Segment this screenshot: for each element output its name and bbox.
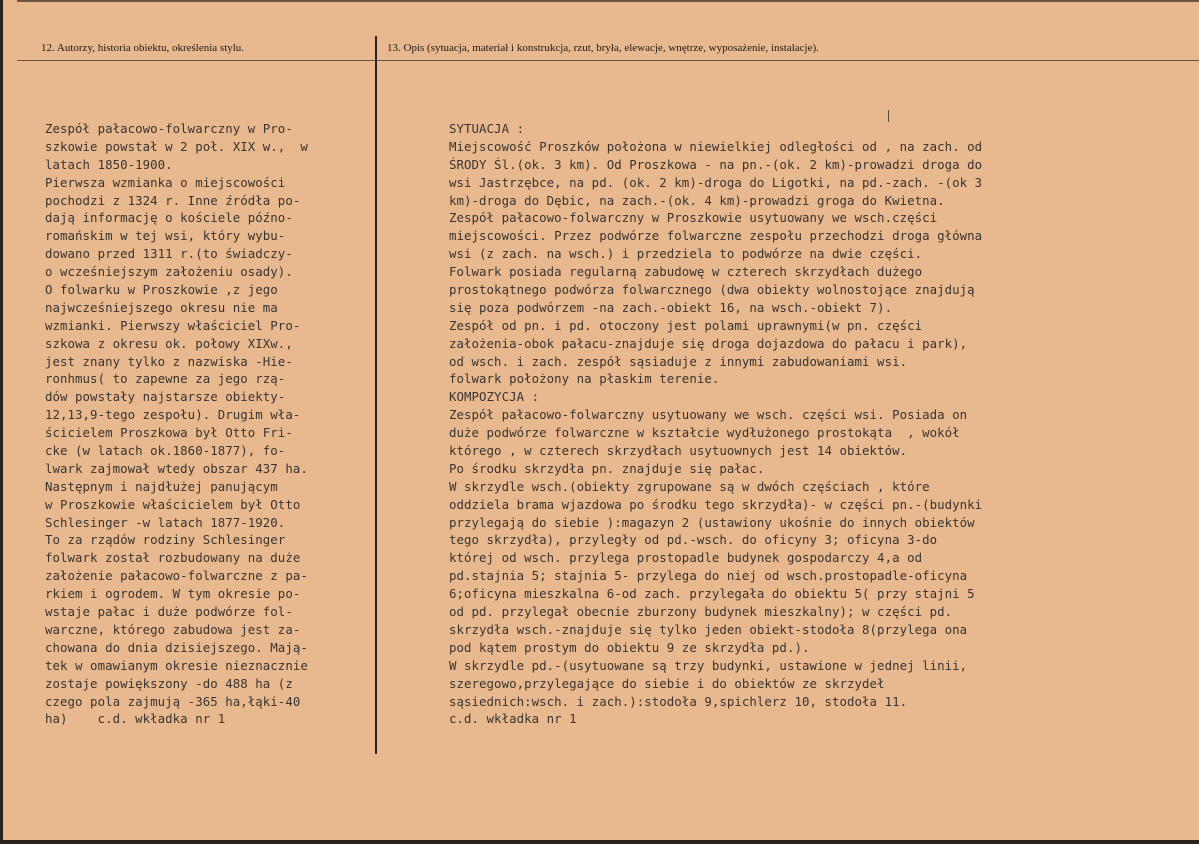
description-line: Zespół pałacowo-folwarczny w Proszkowie usytuowany we wsch.części bbox=[449, 210, 938, 226]
description-line: przylegają do siebie ):magazyn 2 (ustawiony ukośnie do innych obiektów bbox=[449, 514, 975, 530]
column-divider bbox=[375, 36, 377, 754]
history-line: lwark zajmował wtedy obszar 437 ha. bbox=[45, 460, 308, 476]
description-line: Miejscowość Proszków położona w niewielkiej odległości od , na zach. od bbox=[449, 138, 983, 154]
description-line: założenia-obok pałacu-znajduje się droga dojazdowa do pałacu i park), bbox=[449, 335, 968, 351]
description-line: od pd. przylegał obecnie zburzony budynek mieszkalny); w części pd. bbox=[449, 604, 953, 620]
history-line: dają informację o kościele późno- bbox=[45, 210, 293, 226]
history-line: latach 1850-1900. bbox=[45, 156, 173, 172]
history-line: folwark został rozbudowany na duże bbox=[45, 550, 301, 566]
history-line: dowano przed 1311 r.(to świadczy- bbox=[45, 246, 293, 262]
history-line: założenie pałacowo-folwarczne z pa- bbox=[45, 568, 308, 584]
history-line: czego pola zajmują -365 ha,łąki-40 bbox=[45, 693, 301, 709]
history-line: tek w omawianym okresie nieznacznie bbox=[45, 657, 308, 673]
description-line: wsi (z zach. na wsch.) i przedziela to podwórze na dwie części. bbox=[449, 246, 923, 262]
header-rule bbox=[17, 60, 1199, 61]
history-line: 12,13,9-tego zespołu). Drugim wła- bbox=[45, 407, 301, 423]
description-line: Po środku skrzydła pn. znajduje się pałac. bbox=[449, 460, 765, 476]
history-line: w Proszkowie właścicielem był Otto bbox=[45, 496, 301, 512]
history-line: chowana do dnia dzisiejszego. Mają- bbox=[45, 639, 308, 655]
description-line: SYTUACJA : bbox=[449, 121, 525, 136]
description-line: pd.stajnia 5; stajnia 5- przylega do niej od wsch.prostopadle-oficyna bbox=[449, 568, 968, 584]
description-line: miejscowości. Przez podwórze folwarczne zespołu przechodzi droga główna bbox=[449, 228, 983, 244]
history-line: najwcześniejszego okresu nie ma bbox=[45, 299, 278, 315]
description-text-column bbox=[449, 120, 982, 728]
history-line: szkowa z okresu ok. połowy XIXw., bbox=[45, 335, 293, 351]
history-line: Zespół pałacowo-folwarczny w Pro- bbox=[45, 121, 293, 136]
history-line: Schlesinger -w latach 1877-1920. bbox=[45, 514, 286, 530]
history-line: ronhmus( to zapewne za jego rzą- bbox=[45, 371, 286, 387]
history-line: cke (w latach ok.1860-1877), fo- bbox=[45, 443, 286, 459]
section-12-header: 12. Autorzy, historia obiektu, określenia stylu. bbox=[41, 42, 245, 54]
history-line: zostaje powiększony -do 488 ha (z bbox=[45, 675, 293, 691]
history-line: dów powstały najstarsze obiekty- bbox=[45, 389, 286, 405]
history-line: szkowie powstał w 2 poł. XIX w., w bbox=[45, 138, 308, 154]
history-line: pochodzi z 1324 r. Inne źródła po- bbox=[45, 192, 301, 208]
description-line: ŚRODY Śl.(ok. 3 km). Od Proszkowa - na pn.-(ok. 2 km)-prowadzi droga do bbox=[449, 156, 983, 172]
description-line: wsi Jastrzębce, na pd. (ok. 2 km)-droga do Ligotki, na pd.-zach. -(ok 3 bbox=[449, 174, 983, 190]
history-line: O folwarku w Proszkowie ,z jego bbox=[45, 282, 278, 298]
history-line: jest znany tylko z nazwiska -Hie- bbox=[45, 353, 293, 369]
description-line: sąsiednich:wsch. i zach.):stodoła 9,spichlerz 10, stodoła 11. bbox=[449, 693, 908, 709]
history-line: wstaje pałac i duże podwórze fol- bbox=[45, 604, 293, 620]
history-line: wzmianki. Pierwszy właściciel Pro- bbox=[45, 317, 301, 333]
description-line: c.d. wkładka nr 1 bbox=[449, 711, 577, 727]
history-line: ha) c.d. wkładka nr 1 bbox=[45, 711, 226, 727]
description-line: którego , w czterech skrzydłach usytuownych jest 14 obiektów. bbox=[449, 443, 908, 459]
description-line: km)-droga do Dębic, na zach.-(ok. 4 km)-prowadzi groga do Kwietna. bbox=[449, 192, 945, 208]
description-line: oddziela brama wjazdowa po środku tego skrzydła)- w części pn.-(budynki bbox=[449, 496, 983, 512]
history-line: warczne, którego zabudowa jest za- bbox=[45, 621, 301, 637]
description-line: się poza podwórzem -na zach.-obiekt 16, na wsch.-obiekt 7). bbox=[449, 299, 893, 315]
description-line: skrzydła wsch.-znajduje się tylko jeden obiekt-stodoła 8(przylega ona bbox=[449, 621, 968, 637]
history-line: o wcześniejszym założeniu osady). bbox=[45, 264, 293, 280]
description-line: Zespół pałacowo-folwarczny usytuowany we wsch. części wsi. Posiada on bbox=[449, 407, 968, 423]
history-text-column bbox=[45, 120, 308, 728]
description-line: Folwark posiada regularną zabudowę w czterech skrzydłach dużego bbox=[449, 264, 923, 280]
section-13-header: 13. Opis (sytuacja, materiał i konstrukcja, rzut, bryła, elewacje, wnętrze, wyposażenie, instalacje). bbox=[387, 42, 819, 54]
history-line: rkiem i ogrodem. W tym okresie po- bbox=[45, 586, 301, 602]
description-line: KOMPOZYCJA : bbox=[449, 389, 540, 405]
description-line: której od wsch. przylega prostopadle budynek gospodarczy 4,a od bbox=[449, 550, 923, 566]
description-line: W skrzydle pd.-(usytuowane są trzy budynki, ustawione w jednej linii, bbox=[449, 657, 968, 673]
description-line: od wsch. i zach. zespół sąsiaduje z innymi zabudowaniami wsi. bbox=[449, 353, 908, 369]
description-line: folwark położony na płaskim terenie. bbox=[449, 371, 720, 387]
history-line: Następnym i najdłużej panującym bbox=[45, 478, 278, 494]
description-line: W skrzydle wsch.(obiekty zgrupowane są w dwóch częściach , które bbox=[449, 478, 930, 494]
history-line: Pierwsza wzmianka o miejscowości bbox=[45, 174, 286, 190]
description-line: prostokątnego podwórza folwarcznego (dwa obiekty wolnostojące znajdują bbox=[449, 282, 975, 298]
description-line: 6;oficyna mieszkalna 6-od zach. przylegała do obiektu 5( przy stajni 5 bbox=[449, 586, 975, 602]
history-line: romańskim w tej wsi, który wybu- bbox=[45, 228, 286, 244]
history-line: To za rządów rodziny Schlesinger bbox=[45, 532, 286, 548]
description-line: pod kątem prostym do obiektu 9 ze skrzydła pd.). bbox=[449, 639, 810, 655]
description-line: tego skrzydła), przyległy od pd.-wsch. do oficyny 3; oficyna 3-do bbox=[449, 532, 938, 548]
description-line: szeregowo,przylegające do siebie i do obiektów ze skrzydeł bbox=[449, 675, 885, 691]
description-line: Zespół od pn. i pd. otoczony jest polami uprawnymi(w pn. części bbox=[449, 317, 923, 333]
description-line: duże podwórze folwarczne w kształcie wydłużonego prostokąta , wokół bbox=[449, 425, 960, 441]
history-line: ścicielem Proszkowa był Otto Fri- bbox=[45, 425, 293, 441]
top-border-line bbox=[17, 0, 1199, 2]
